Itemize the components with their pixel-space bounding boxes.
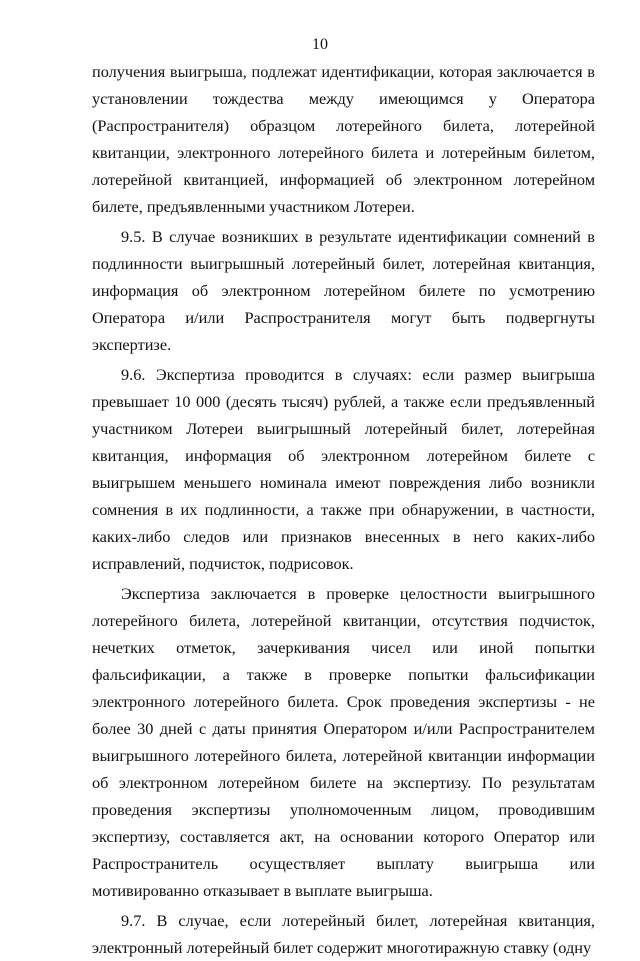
paragraph-9-5: 9.5. В случае возникших в результате идентификации сомнений в подлинности выигрышный лотерейный билет, лотерейная квитанция, информация об электронном лотерейном билете по усмотрению Оператора и/или Распространителя могут быть подвергнуты экспертизе.	[92, 227, 595, 354]
paragraph-9-6: 9.6. Экспертиза проводится в случаях: если размер выигрыша превышает 10 000 (десять тысяч) рублей, а также если предъявленный участником Лотереи выигрышный лотерейный билет, лотерейная квитанция, информация об электронном лотерейном билете с выигрышем меньшего номинала имеют повреждения либо возникли сомнения в их подлинности, а также при обнаружении, в частности, каких-либо следов или признаков внесенных в него каких-либо исправлений, подчисток, подрисовок.	[92, 365, 595, 573]
paragraph-9-7: 9.7. В случае, если лотерейный билет, лотерейная квитанция, электронный лотерейный билет содержит многотиражную ставку (одну	[92, 911, 595, 957]
paragraph-continued: получения выигрыша, подлежат идентификации, которая заключается в установлении тождества между имеющимся у Оператора (Распространителя) образцом лотерейного билета, лотерейной квитанции, электронного лотерейного билета и лотерейным билетом, лотерейной квитанцией, информацией об электронном лотерейном билете, предъявленными участником Лотереи.	[92, 62, 595, 216]
paragraph-expertise: Экспертиза заключается в проверке целостности выигрышного лотерейного билета, лотерейной квитанции, отсутствия подчисток, нечетких отметок, зачеркивания чисел или иной попытки фальсификации, а также в проверке попытки фальсификации электронного лотерейного билета. Срок проведения экспертизы - не более 30 дней с даты принятия Оператором и/или Распространителем выигрышного лотерейного билета, лотерейной квитанции информации об электронном лотерейном билете на экспертизу. По результатам проведения экспертизы уполномоченным лицом, проводившим экспертизу, составляется акт, на основании которого Оператор или Распространитель осуществляет выплату выигрыша или мотивированно отказывает в выплате выигрыша.	[92, 584, 595, 900]
page-number: 10	[312, 36, 328, 53]
document-body	[92, 58, 595, 961]
